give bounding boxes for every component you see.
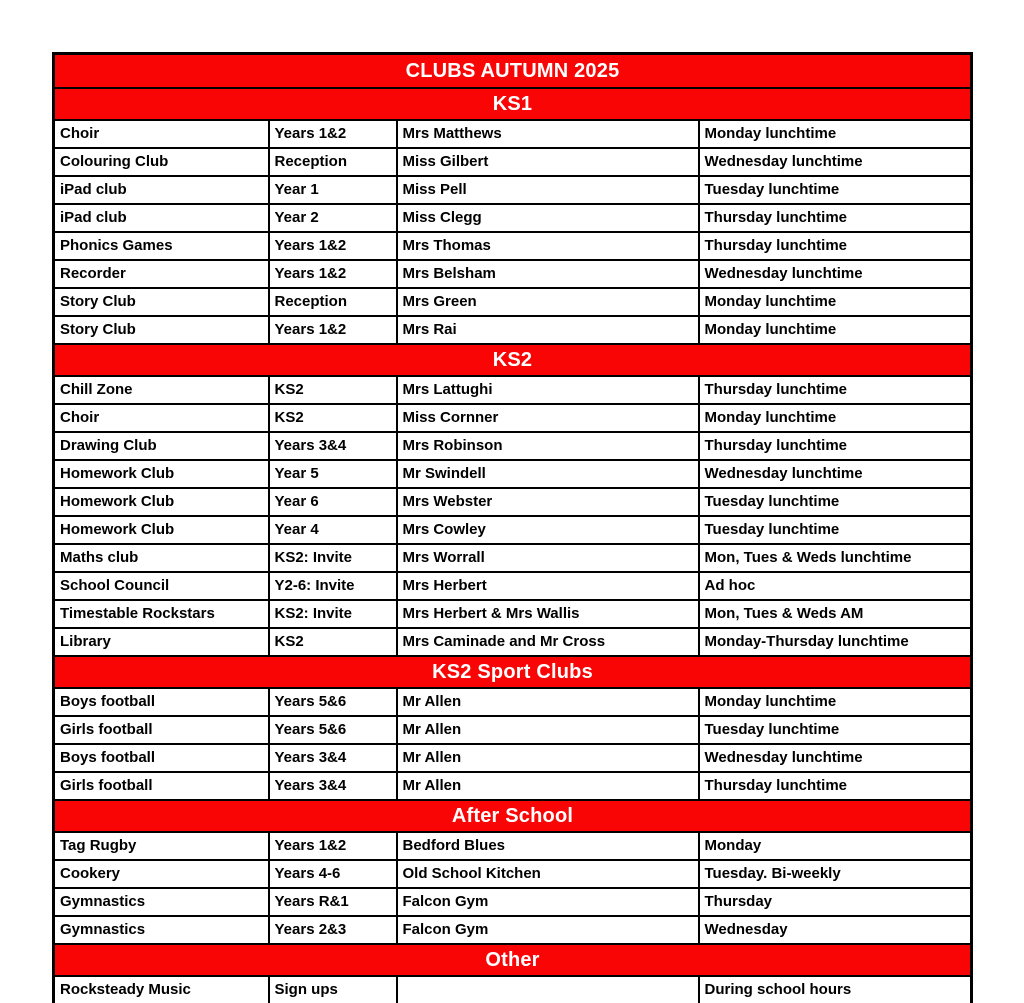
table-cell: Years 3&4: [269, 432, 397, 460]
table-cell: Miss Cornner: [397, 404, 699, 432]
table-cell: Years 1&2: [269, 316, 397, 344]
table-cell: Mr Allen: [397, 688, 699, 716]
table-row: [54, 976, 972, 1003]
table-row: [54, 716, 972, 744]
table-cell: Tag Rugby: [54, 832, 269, 860]
section-header-row: [54, 800, 972, 832]
table-cell: Mrs Robinson: [397, 432, 699, 460]
table-cell: Years 1&2: [269, 832, 397, 860]
table-cell: Mon, Tues & Weds AM: [699, 600, 972, 628]
table-cell: Rocksteady Music: [54, 976, 269, 1003]
table-row: [54, 432, 972, 460]
table-cell: Mrs Lattughi: [397, 376, 699, 404]
table-cell: Boys football: [54, 744, 269, 772]
table-cell: Bedford Blues: [397, 832, 699, 860]
table-row: [54, 516, 972, 544]
section-header-2: KS2 Sport Clubs: [54, 656, 972, 688]
table-row: [54, 404, 972, 432]
table-row: [54, 916, 972, 944]
table-cell: Girls football: [54, 772, 269, 800]
table-cell: Drawing Club: [54, 432, 269, 460]
table-cell: Monday lunchtime: [699, 120, 972, 148]
table-cell: KS2: [269, 376, 397, 404]
table-cell: Homework Club: [54, 516, 269, 544]
clubs-table: [52, 52, 973, 1003]
table-cell: iPad club: [54, 176, 269, 204]
table-cell: Girls football: [54, 716, 269, 744]
table-cell: Mr Swindell: [397, 460, 699, 488]
table-cell: Falcon Gym: [397, 888, 699, 916]
table-row: [54, 544, 972, 572]
table-cell: Tuesday lunchtime: [699, 516, 972, 544]
table-cell: Monday lunchtime: [699, 404, 972, 432]
table-cell: Library: [54, 628, 269, 656]
table-cell: Years 5&6: [269, 716, 397, 744]
table-row: [54, 316, 972, 344]
table-cell: Homework Club: [54, 488, 269, 516]
table-cell: Years 2&3: [269, 916, 397, 944]
table-cell: Years R&1: [269, 888, 397, 916]
table-cell: Years 1&2: [269, 120, 397, 148]
section-header-1: KS2: [54, 344, 972, 376]
table-row: [54, 688, 972, 716]
table-cell: Tuesday lunchtime: [699, 716, 972, 744]
table-cell: Monday lunchtime: [699, 688, 972, 716]
table-cell: Thursday lunchtime: [699, 432, 972, 460]
table-cell: Tuesday. Bi-weekly: [699, 860, 972, 888]
section-header-4: Other: [54, 944, 972, 976]
table-cell: Years 1&2: [269, 232, 397, 260]
table-cell: iPad club: [54, 204, 269, 232]
table-cell: Story Club: [54, 288, 269, 316]
table-cell: Year 1: [269, 176, 397, 204]
table-row: [54, 288, 972, 316]
table-cell: School Council: [54, 572, 269, 600]
table-cell: Mrs Webster: [397, 488, 699, 516]
table-cell: Mrs Herbert: [397, 572, 699, 600]
table-cell: Sign ups: [269, 976, 397, 1003]
table-cell: Tuesday lunchtime: [699, 488, 972, 516]
table-cell: Years 4-6: [269, 860, 397, 888]
table-cell: Years 1&2: [269, 260, 397, 288]
table-cell: KS2: [269, 404, 397, 432]
table-cell: Year 4: [269, 516, 397, 544]
section-header-row: [54, 88, 972, 120]
table-cell: Cookery: [54, 860, 269, 888]
table-cell: Thursday lunchtime: [699, 204, 972, 232]
table-cell: Reception: [269, 148, 397, 176]
table-cell: Homework Club: [54, 460, 269, 488]
table-row: [54, 148, 972, 176]
table-row: [54, 488, 972, 516]
table-row: [54, 888, 972, 916]
table-cell: KS2: Invite: [269, 600, 397, 628]
table-cell: Y2-6: Invite: [269, 572, 397, 600]
table-cell: Mrs Thomas: [397, 232, 699, 260]
table-cell: Thursday lunchtime: [699, 772, 972, 800]
table-title: CLUBS AUTUMN 2025: [54, 54, 972, 89]
table-cell: Mon, Tues & Weds lunchtime: [699, 544, 972, 572]
section-header-0: KS1: [54, 88, 972, 120]
table-cell: Tuesday lunchtime: [699, 176, 972, 204]
table-cell: Wednesday lunchtime: [699, 460, 972, 488]
table-row: [54, 260, 972, 288]
table-cell: Monday-Thursday lunchtime: [699, 628, 972, 656]
table-cell: Mrs Caminade and Mr Cross: [397, 628, 699, 656]
table-cell: Old School Kitchen: [397, 860, 699, 888]
table-cell: Mr Allen: [397, 772, 699, 800]
table-cell: [397, 976, 699, 1003]
table-row: [54, 772, 972, 800]
table-cell: Phonics Games: [54, 232, 269, 260]
table-row: [54, 572, 972, 600]
table-cell: Wednesday: [699, 916, 972, 944]
table-cell: Monday lunchtime: [699, 288, 972, 316]
table-cell: Year 2: [269, 204, 397, 232]
section-header-3: After School: [54, 800, 972, 832]
table-cell: Ad hoc: [699, 572, 972, 600]
table-cell: Wednesday lunchtime: [699, 744, 972, 772]
table-cell: Mrs Cowley: [397, 516, 699, 544]
table-row: [54, 744, 972, 772]
table-cell: Choir: [54, 404, 269, 432]
table-row: [54, 120, 972, 148]
table-cell: Miss Pell: [397, 176, 699, 204]
table-cell: Maths club: [54, 544, 269, 572]
table-cell: Gymnastics: [54, 888, 269, 916]
table-row: [54, 600, 972, 628]
table-cell: Boys football: [54, 688, 269, 716]
table-cell: Thursday lunchtime: [699, 376, 972, 404]
table-cell: Monday lunchtime: [699, 316, 972, 344]
section-header-row: [54, 656, 972, 688]
table-row: [54, 460, 972, 488]
table-cell: Mrs Matthews: [397, 120, 699, 148]
table-cell: Falcon Gym: [397, 916, 699, 944]
table-cell: Thursday lunchtime: [699, 232, 972, 260]
table-cell: Years 5&6: [269, 688, 397, 716]
table-cell: Choir: [54, 120, 269, 148]
table-cell: Reception: [269, 288, 397, 316]
table-cell: Wednesday lunchtime: [699, 260, 972, 288]
table-row: [54, 376, 972, 404]
table-cell: Monday: [699, 832, 972, 860]
table-cell: Miss Gilbert: [397, 148, 699, 176]
table-cell: KS2: Invite: [269, 544, 397, 572]
table-row: [54, 628, 972, 656]
table-cell: Wednesday lunchtime: [699, 148, 972, 176]
table-cell: Chill Zone: [54, 376, 269, 404]
table-row: [54, 176, 972, 204]
table-cell: Year 5: [269, 460, 397, 488]
table-row: [54, 832, 972, 860]
table-cell: Mrs Rai: [397, 316, 699, 344]
table-cell: During school hours: [699, 976, 972, 1003]
table-cell: Miss Clegg: [397, 204, 699, 232]
table-cell: KS2: [269, 628, 397, 656]
title-row: [54, 54, 972, 89]
table-cell: Years 3&4: [269, 744, 397, 772]
table-cell: Recorder: [54, 260, 269, 288]
table-cell: Mrs Worrall: [397, 544, 699, 572]
section-header-row: [54, 944, 972, 976]
table-cell: Thursday: [699, 888, 972, 916]
table-row: [54, 232, 972, 260]
table-cell: Mr Allen: [397, 744, 699, 772]
table-row: [54, 860, 972, 888]
clubs-table-body: [54, 54, 972, 1003]
table-cell: Gymnastics: [54, 916, 269, 944]
table-cell: Timestable Rockstars: [54, 600, 269, 628]
table-cell: Mrs Belsham: [397, 260, 699, 288]
table-cell: Mrs Green: [397, 288, 699, 316]
table-cell: Years 3&4: [269, 772, 397, 800]
table-row: [54, 204, 972, 232]
table-cell: Mrs Herbert & Mrs Wallis: [397, 600, 699, 628]
section-header-row: [54, 344, 972, 376]
table-cell: Story Club: [54, 316, 269, 344]
table-cell: Year 6: [269, 488, 397, 516]
table-cell: Mr Allen: [397, 716, 699, 744]
table-cell: Colouring Club: [54, 148, 269, 176]
